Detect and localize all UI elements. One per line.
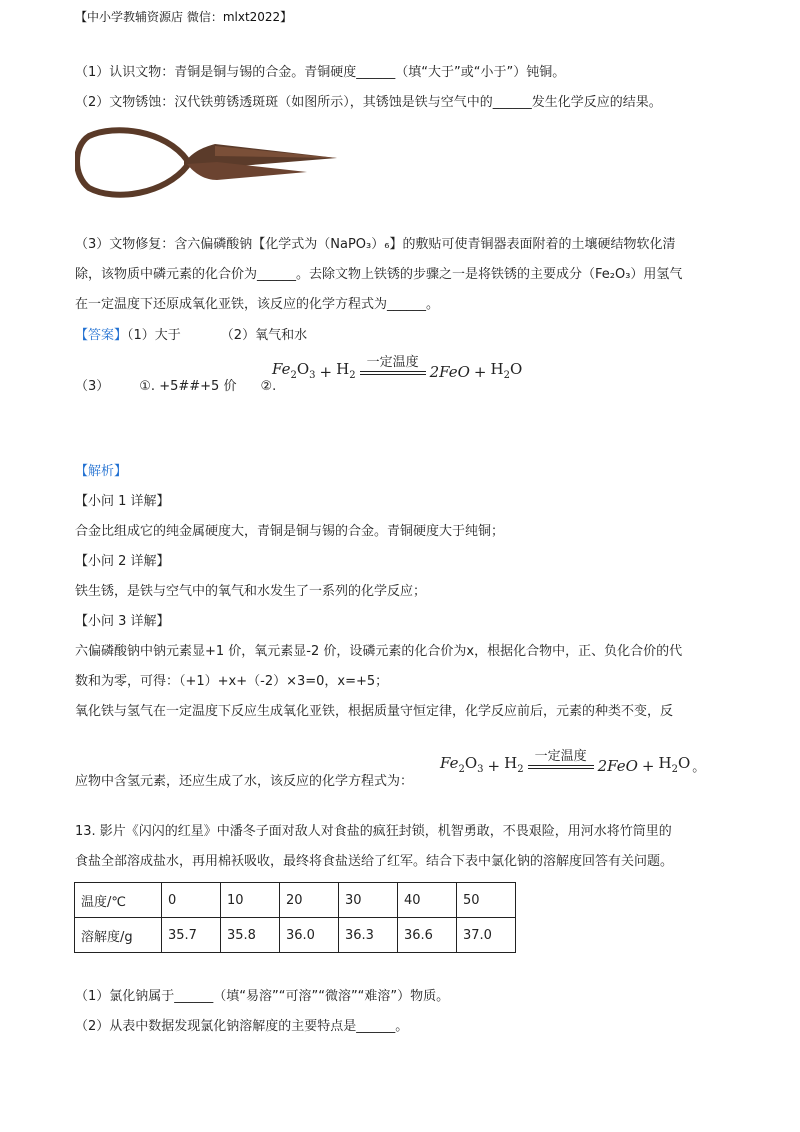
question-13-line-1: 13. 影片《闪闪的红星》中潘冬子面对敌人对食盐的疯狂封锁，机智勇敢，不畏艰险，用河水将竹筒里的	[75, 824, 672, 839]
table-header-solubility: 溶解度/g	[75, 918, 162, 953]
question-part-3-line-3: 在一定温度下还原成氧化亚铁，该反应的化学方程式为______。	[75, 297, 440, 312]
table-cell: 35.7	[162, 918, 221, 953]
analysis-sub-1-text: 合金比组成它的纯金属硬度大，青铜是铜与锡的合金。青铜硬度大于纯铜；	[75, 524, 505, 539]
table-cell: 36.6	[398, 918, 457, 953]
table-cell: 37.0	[457, 918, 516, 953]
table-header-temperature: 温度/℃	[75, 883, 162, 918]
table-cell: 35.8	[221, 918, 280, 953]
table-row	[75, 883, 516, 918]
chemical-equation-answer: $Fe_2O_3$ + $H_2$ 一定温度 2FeO + $H_2O$	[272, 355, 523, 381]
answer-2: （2）氧气和水	[220, 328, 308, 343]
answer-3-part-1: ①. +5##+5 价	[139, 379, 237, 394]
table-cell: 50	[457, 883, 516, 918]
question-part-3-line-2: 除，该物质中磷元素的化合价为______。去除文物上铁锈的步骤之一是将铁锈的主要成分（Fe₂O₃）用氢气	[75, 267, 683, 282]
answer-line-1	[75, 327, 307, 345]
table-cell: 36.3	[339, 918, 398, 953]
analysis-sub-2-text: 铁生锈，是铁与空气中的氧气和水发生了一系列的化学反应；	[75, 584, 427, 599]
question-13-part-2: （2）从表中数据发现氯化钠溶解度的主要特点是______。	[75, 1019, 409, 1034]
table-cell: 20	[280, 883, 339, 918]
question-part-3-line-1: （3）文物修复：含六偏磷酸钠【化学式为（NaPO₃）₆】的敷贴可使青铜器表面附着的土壤硬结物软化清	[75, 237, 676, 252]
answer-1: （1）大于	[127, 328, 181, 343]
iron-scissors-image	[75, 122, 340, 204]
analysis-sub-3-text-4: 应物中含氢元素，还应生成了水，该反应的化学方程式为：	[75, 774, 414, 789]
header-watermark: 【中小学教辅资源店 微信：mlxt2022】	[75, 10, 293, 24]
answer-line-3	[75, 378, 276, 396]
analysis-sub-1-title: 【小问 1 详解】	[75, 494, 170, 509]
question-part-2: （2）文物锈蚀：汉代铁剪锈透斑斑（如图所示），其锈蚀是铁与空气中的______发生化学反应的结果。	[75, 95, 662, 110]
answer-3-part-2: ②.	[260, 379, 277, 394]
solubility-table	[74, 882, 516, 953]
table-cell: 10	[221, 883, 280, 918]
table-cell: 40	[398, 883, 457, 918]
table-cell: 30	[339, 883, 398, 918]
chemical-equation-analysis: $Fe_2O_3$ + $H_2$ 一定温度 2FeO + $H_2O$ 。	[440, 749, 706, 775]
question-13-line-2: 食盐全部溶成盐水，再用棉袄吸收，最终将食盐送给了红军。结合下表中氯化钠的溶解度回答有关问题。	[75, 854, 674, 869]
answer-label: 【答案】	[75, 328, 128, 343]
analysis-sub-2-title: 【小问 2 详解】	[75, 554, 170, 569]
table-cell: 36.0	[280, 918, 339, 953]
analysis-label: 【解析】	[75, 464, 128, 479]
analysis-sub-3-text-1: 六偏磷酸钠中钠元素显+1 价，氧元素显-2 价，设磷元素的化合价为x，根据化合物中，正、负化合价的代	[75, 644, 683, 659]
analysis-sub-3-text-2: 数和为零，可得：（+1）+x+（-2）×3=0，x=+5；	[75, 674, 389, 689]
question-13-part-1: （1）氯化钠属于______（填“易溶”“可溶”“微溶”“难溶”）物质。	[75, 989, 450, 1004]
question-part-1: （1）认识文物：青铜是铜与锡的合金。青铜硬度______（填“大于”或“小于”）钝铜。	[75, 65, 566, 80]
table-cell: 0	[162, 883, 221, 918]
answer-3-prefix: （3）	[75, 379, 110, 394]
analysis-sub-3-title: 【小问 3 详解】	[75, 614, 170, 629]
analysis-sub-3-text-3: 氧化铁与氢气在一定温度下反应生成氧化亚铁，根据质量守恒定律，化学反应前后，元素的种类不变，反	[75, 704, 674, 719]
table-row	[75, 918, 516, 953]
